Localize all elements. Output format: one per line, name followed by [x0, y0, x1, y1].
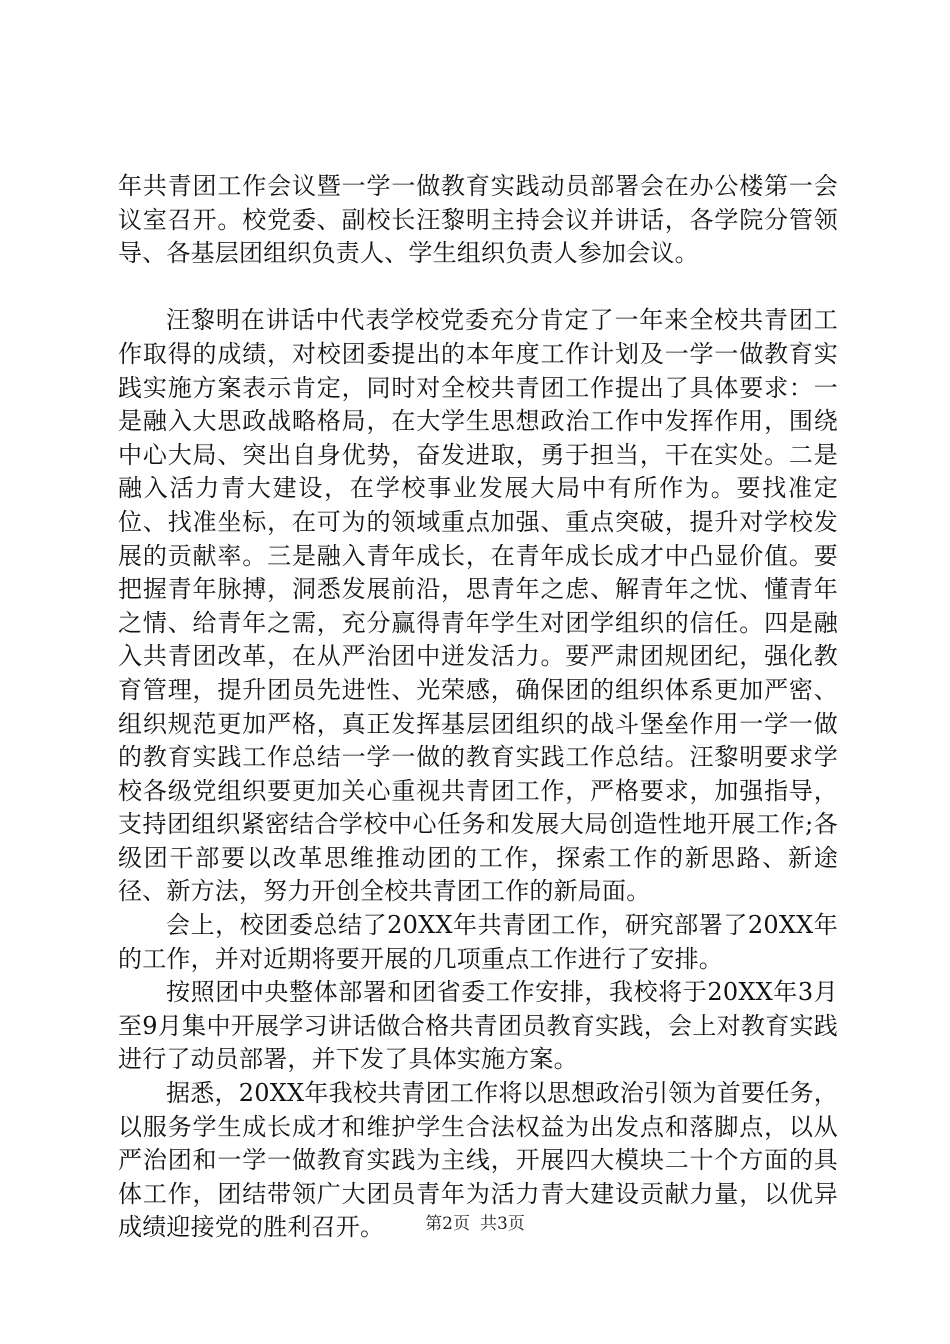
document-body: [118, 170, 838, 1245]
paragraph-speech: 汪黎明在讲话中代表学校党委充分肯定了一年来全校共青团工作取得的成绩，对校团委提出的本年度工作计划及一学一做教育实践实施方案表示肯定，同时对全校共青团工作提出了具体要求：一是融入大思政战略格局，在大学生思想政治工作中发挥作用，围绕中心大局、突出自身优势，奋发进取，勇于担当，干在实处。二是融入活力青大建设，在学校事业发展大局中有所作为。要找准定位、找准坐标，在可为的领域重点加强、重点突破，提升对学校发展的贡献率。三是融入青年成长，在青年成长成才中凸显价值。要把握青年脉搏，洞悉发展前沿，思青年之虑、解青年之忧、懂青年之情、给青年之需，充分赢得青年学生对团学组织的信任。四是融入共青团改革，在从严治团中迸发活力。要严肃团规团纪，强化教育管理，提升团员先进性、光荣感，确保团的组织体系更加严密、组织规范更加严格，真正发挥基层团组织的战斗堡垒作用一学一做的教育实践工作总结一学一做的教育实践工作总结。汪黎明要求学校各级党组织要更加关心重视共青团工作，严格要求，加强指导，支持团组织紧密结合学校中心任务和发展大局创造性地开展工作;各级团干部要以改革思维推动团的工作，探索工作的新思路、新途径、新方法，努力开创全校共青团工作的新局面。: [118, 306, 838, 906]
page-footer: [0, 1213, 950, 1235]
page-number: 第2页: [425, 1214, 470, 1234]
paragraph-summary: 会上，校团委总结了20XX年共青团工作，研究部署了20XX年的工作，并对近期将要开展的几项重点工作进行了安排。: [118, 911, 838, 973]
paragraph-plan: 按照团中央整体部署和团省委工作安排，我校将于20XX年3月至9月集中开展学习讲话做合格共青团员教育实践，会上对教育实践进行了动员部署，并下发了具体实施方案。: [118, 978, 838, 1074]
paragraph-outlook: 据悉，20XX年我校共青团工作将以思想政治引领为首要任务，以服务学生成长成才和维护学生合法权益为出发点和落脚点，以从严治团和一学一做教育实践为主线，开展四大模块二十个方面的具体工作，团结带领广大团员青年为活力青大建设贡献力量，以优异成绩迎接党的胜利召开。: [118, 1079, 838, 1242]
page-total: 共3页: [480, 1214, 525, 1234]
paragraph-meeting-intro: 年共青团工作会议暨一学一做教育实践动员部署会在办公楼第一会议室召开。校党委、副校长汪黎明主持会议并讲话，各学院分管领导、各基层团组织负责人、学生组织负责人参加会议。: [118, 172, 838, 268]
